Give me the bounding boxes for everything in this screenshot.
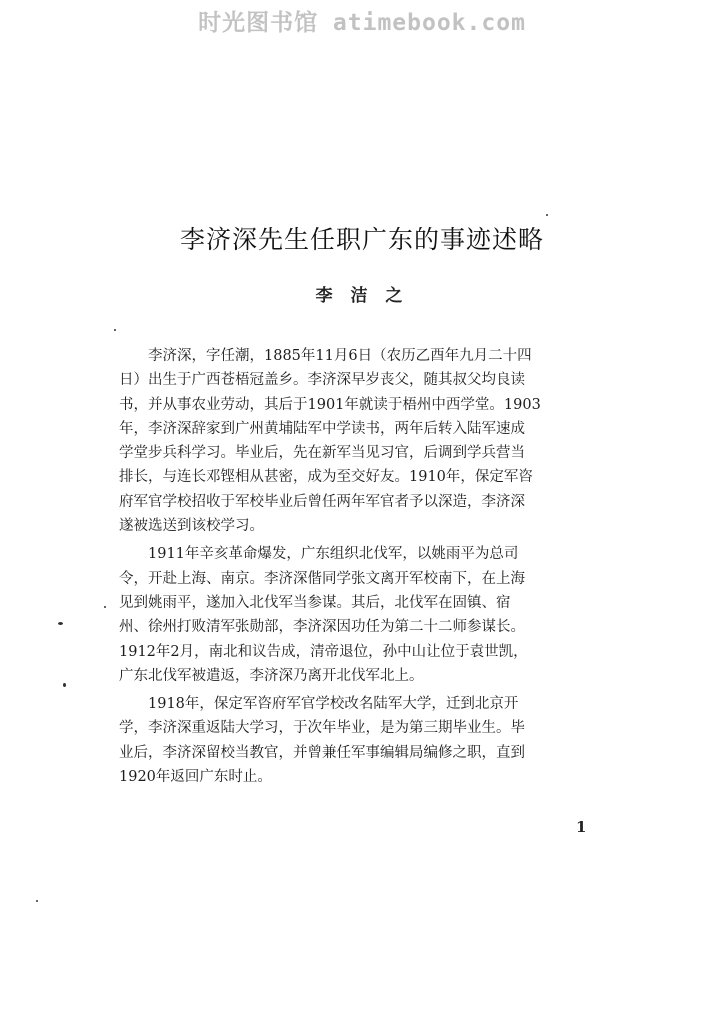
page-number: 1 bbox=[576, 818, 587, 836]
scan-speck bbox=[58, 622, 63, 625]
text-line: 学堂步兵科学习。毕业后，先在新军当见习官，后调到学兵营当 bbox=[119, 445, 525, 462]
text-line: 见到姚雨平，遂加入北伐军当参谋。其后，北伐军在固镇、宿 bbox=[119, 594, 511, 611]
text-line: 府军官学校招收于军校毕业后曾任两年军官者予以深造，李济深 bbox=[119, 493, 525, 510]
text-line: 李济深，字任潮，1885年11月6日（农历乙酉年九月二十四 bbox=[119, 348, 532, 364]
paragraph-2 bbox=[119, 542, 609, 688]
text-line: 业后，李济深留校当教官，并曾兼任军事编辑局编修之职，直到 bbox=[119, 744, 525, 761]
text-line: 州、徐州打败清军张勋部，李济深因功任为第二十二师参谋长。 bbox=[119, 619, 525, 636]
text-line: 1920年返回广东时止。 bbox=[119, 769, 272, 786]
author-name: 李 洁 之 bbox=[315, 286, 409, 306]
scan-speck bbox=[36, 900, 38, 902]
scan-speck bbox=[104, 606, 106, 608]
watermark: 时光图书馆 atimebook.com bbox=[198, 10, 526, 36]
text-line: 排长，与连长邓铿相从甚密，成为至交好友。1910年，保定军咨 bbox=[119, 469, 533, 486]
text-line: 1912年2月，南北和议告成，清帝退位，孙中山让位于袁世凯， bbox=[119, 643, 528, 660]
text-line: 遂被选送到该校学习。 bbox=[119, 518, 264, 535]
text-line: 年，李济深辞家到广州黄埔陆军中学读书，两年后转入陆军速成 bbox=[119, 420, 525, 437]
text-line: 日）出生于广西苍梧冠盖乡。李济深早岁丧父，随其叔父均良读 bbox=[119, 372, 525, 389]
text-line: 学，李济深重返陆大学习，于次年毕业，是为第三期毕业生。毕 bbox=[119, 720, 525, 737]
page-title: 李济深先生任职广东的事迹述略 bbox=[179, 225, 544, 254]
paragraph-1 bbox=[119, 344, 609, 538]
text-line: 书，并从事农业劳动，其后于1901年就读于梧州中西学堂。1903 bbox=[119, 396, 541, 413]
scan-speck bbox=[114, 329, 116, 331]
text-line: 1918年，保定军咨府军官学校改名陆军大学，迁到北京开 bbox=[119, 696, 519, 713]
paragraph-3 bbox=[119, 692, 609, 789]
text-line: 令，开赴上海、南京。李济深偕同学张文离开军校南下，在上海 bbox=[119, 570, 525, 587]
text-line: 1911年辛亥革命爆发，广东组织北伐军，以姚雨平为总司 bbox=[119, 546, 519, 563]
body-text bbox=[119, 344, 609, 793]
scan-speck bbox=[63, 683, 66, 687]
text-line: 广东北伐军被遣返，李济深乃离开北伐军北上。 bbox=[119, 667, 424, 684]
scan-speck bbox=[546, 214, 548, 216]
